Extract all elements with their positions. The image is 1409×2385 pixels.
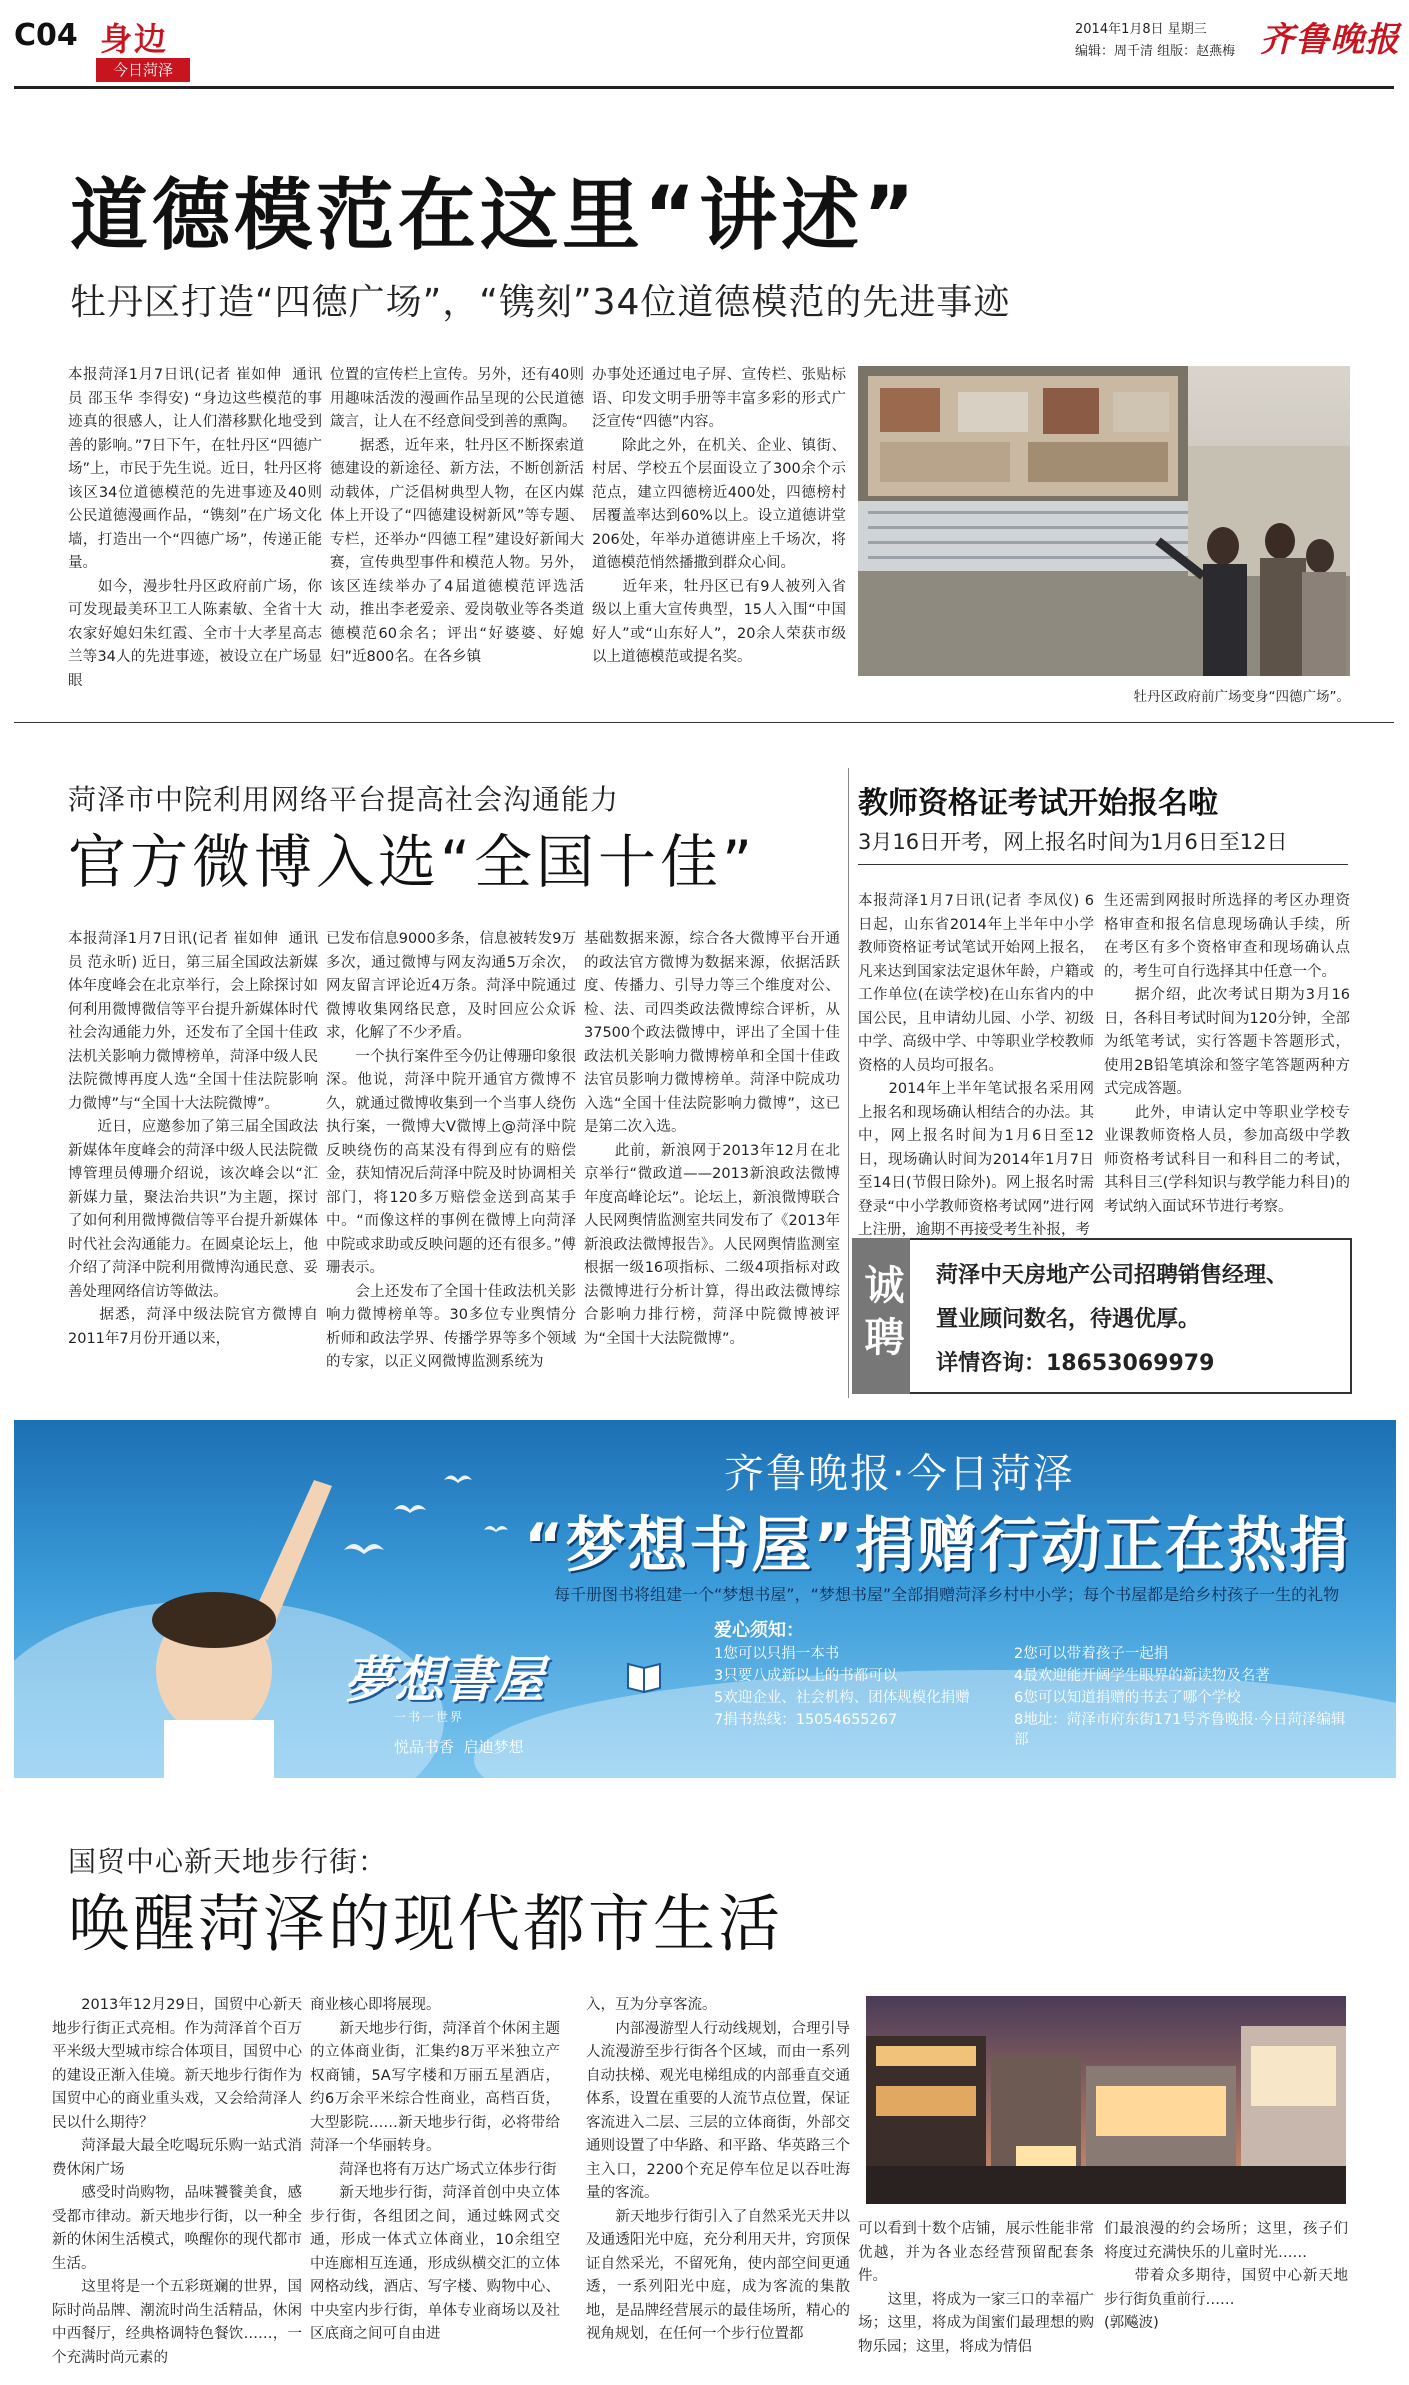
job-ad-line-2: 置业顾问数名，待遇优厚。 xyxy=(936,1307,1201,1332)
notice-item: 7捐书热线：15054655267 xyxy=(714,1712,898,1728)
story3-subtitle: 3月16日开考，网上报名时间为1月6日至12日 xyxy=(858,830,1288,854)
masthead-logo: 齐鲁晚报 xyxy=(1260,20,1400,60)
story4-column-3: 入，互为分享客流。 内部漫游型人行动线规划，合理引导人流漫游至步行街各个区域，而由一系列自动扶梯、观光电梯组成的内部垂直交通体系，设置在重要的人流节点位置，保证客流进入二层、三层的立体商街，外部交通则设置了中华路、和平路、华英路三个主入口，2200个充足停车位足以吞吐海量的客流。 新天地步行街引入了自然采光天井以及通透阳光中庭，充分利用天井，窍顶保证自然采光，不留死角，使内部空间更通透，一系列阳光中庭，成为客流的集散地，是品牌经营展示的最佳场所，精心的视角规划，在任何一个步行位置都 xyxy=(586,1997,850,2342)
divider-story1 xyxy=(14,722,1394,723)
story1-column-1: 本报菏泽1月7日讯(记者 崔如伸 通讯员 邵玉华 李得安) “身边这些模范的事迹真的很感人，让人们潜移默化地受到善的影响。”7日下午，在牡丹区“四德广场”上，市民于先生说。近日，牡丹区将该区34位道德模范的先进事迹及40则公民道德漫画作品，“镌刻”在广场文化墙，打造出一个“四德广场”，传递正能量。 如今，漫步牡丹区政府前广场，你可发现最美环卫工人陈素敏、全省十大农家好媳妇朱红霞、全市十大孝星高志兰等34人的先进事迹，被设立在广场显眼 xyxy=(68,367,323,689)
notice-item: 8地址：菏泽市府东街171号齐鲁晚报·今日菏泽编辑部 xyxy=(1014,1712,1346,1748)
story3-rule xyxy=(858,864,1348,865)
section-name: 身边 xyxy=(100,20,169,58)
page-code: C04 xyxy=(14,18,78,53)
notice-item: 4最欢迎能开阔学生眼界的新读物及名著 xyxy=(1014,1668,1270,1684)
job-ad-phone: 详情咨询：18653069979 xyxy=(936,1351,1215,1376)
page-header xyxy=(0,0,1409,88)
banner-title: “梦想书屋”捐赠行动正在热捐 xyxy=(524,1511,1351,1581)
banner-slogan: 悦品书香 启迪梦想 xyxy=(394,1738,524,1756)
story4-kicker: 国贸中心新天地步行街： xyxy=(68,1845,388,1878)
story3-column-1: 本报菏泽1月7日讯(记者 李凤仪) 6日起，山东省2014年上半年中小学教师资格证考试笔试开始网上报名，凡来达到国家法定退休年龄，户籍或工作单位(在读学校)在山东省内的中国公民，且申请幼儿园、小学、初级中学、高级中学、中等职业学校教师资格的人员均可报名。 2014年上半年笔试报名采用网上报名和现场确认相结合的办法。其中，网上报名时间为1月6日至12日，现场确认时间为2014年1月7日至14日(节假日除外)。网上报名时需登录“中小学教师资格考试网”进行网上注册，逾期不再接受考生补报，考 xyxy=(858,893,1094,1238)
story3-column-2: 生还需到网报时所选择的考区办理资格审查和报名信息现场确认手续，所在考区有多个资格审查和现场确认点的，考生可自行选择其中任意一个。 据介绍，此次考试日期为3月16日，各科目考试时间为120分钟，全部为纸笔考试，实行答题卡答题形式，使用2B铅笔填涂和签字笔答题两种方式完成答题。 此外，申请认定中等职业学校专业课教师资格人员，参加高级中学教师资格考试科目一和科目二的考试，其科目三(学科知识与教学能力科目)的考试纳入面试环节进行考察。 xyxy=(1104,893,1350,1215)
subsection-tag: 今日菏泽 xyxy=(96,58,190,82)
story1-column-3: 办事处还通过电子屏、宣传栏、张贴标语、印发文明手册等丰富多彩的形式广泛宣传“四德”内容。 除此之外，在机关、企业、镇街、村居、学校五个层面设立了300余个示范点，建立四德榜近400处，四德榜村居覆盖率达到60%以上。设立道德讲堂206处，年举办道德讲座上千场次，将道德模范悄然播撒到群众心间。 近年来，牡丹区已有9人被列入省级以上重大宣传典型，15人入围“中国好人”或“山东好人”，20余人荣获市级以上道德模范或提名奖。 xyxy=(592,367,846,665)
story4-column-2: 商业核心即将展现。 新天地步行街，菏泽首个休闲主题的立体商业街，汇集约8万平米独立产权商铺，5A写字楼和万丽五星酒店，约6万余平米综合性商业，高档百货，大型影院……新天地步行街，必将带给菏泽一个华丽转身。 菏泽也将有万达广场式立体步行街 新天地步行街，菏泽首创中央立体步行街，各组团之间，通过蛛网式交通，形成一体式立体商业，10余组空中连廊相互连通，形成纵横交汇的立体网格动线，酒店、写字楼、购物中心、中央室内步行街，单体专业商场以及社区底商之间可自由进 xyxy=(310,1997,560,2342)
notice-item: 2您可以带着孩子一起捐 xyxy=(1014,1646,1169,1662)
date-line: 2014年1月8日 星期三 xyxy=(1075,22,1207,37)
story1-column-2: 位置的宣传栏上宣传。另外，还有40则用趣味活泼的漫画作品呈现的公民道德箴言，让人在不经意间受到善的熏陶。 据悉，近年来，牡丹区不断探索道德建设的新途径、新方法，不断创新活动载体，广泛倡树典型人物，在区内媒体上开设了“四德建设树新风”等专题、专栏，还举办“四德工程”建设好新闻大赛，宣传典型事件和模范人物。另外，该区连续举办了4届道德模范评选活动，推出李老爱亲、爱岗敬业等各类道德模范60余名；评出“好婆婆、好媳妇”近800名。在各乡镇 xyxy=(330,367,584,665)
story2-kicker: 菏泽市中院利用网络平台提高社会沟通能力 xyxy=(68,783,620,816)
notice-item: 3只要八成新以上的书都可以 xyxy=(714,1668,898,1684)
notice-item: 6您可以知道捐赠的书去了哪个学校 xyxy=(1014,1690,1241,1706)
story2-column-3: 基础数据来源，综合各大微博平台开通的政法官方微博为数据来源，依据活跃度、传播力、引导力等三个维度对公、检、法、司四类政法微博综合评析，从37500个政法微博中，评出了全国十佳政法机关影响力微博榜单和全国十佳政法官员影响力微博榜单。菏泽中院成功入选“全国十佳法院影响力微博”，这已是第二次入选。 此前，新浪网于2013年12月在北京举行“微政道——2013新浪政法微博年度高峰论坛”。论坛上，新浪微博联合人民网舆情监测室共同发布了《2013年新浪政法微博报告》。人民网舆情监测室根据一级16项指标、二级4项指标对政法微博进行分析计算，得出政法微博综合影响力排行榜，菏泽中院微博被评为“全国十大法院微博”。 xyxy=(584,931,840,1347)
book-icon xyxy=(624,1656,664,1696)
job-ad-box xyxy=(852,1238,1352,1394)
story1-photo xyxy=(858,366,1350,676)
story4-photo xyxy=(866,1996,1346,2204)
notice-title: 爱心须知： xyxy=(714,1620,804,1641)
dream-library-banner xyxy=(14,1420,1396,1778)
story1-title: 道德模范在这里“讲述” xyxy=(70,171,919,261)
story2-column-2: 已发布信息9000多条，信息被转发9万多次，通过微博与网友沟通5万余次，网友留言评论近4万条。菏泽中院通过微博收集网络民意，及时回应公众诉求，化解了不少矛盾。 一个执行案件至今仍让傅珊印象很深。他说，菏泽中院开通官方微博不久，就通过微博收集到一个当事人绕伤执行案，一微博大V微博上@菏泽中院反映绕伤的高某没有得到应有的赔偿金，获知情况后菏泽中院及时协调相关部门，将120多万赔偿金送到高某手中。“而像这样的事例在微博上向菏泽中院或求助或反映问题的还有很多。”傅珊表示。 会上还发布了全国十佳政法机关影响力微博榜单等。30多位专业舆情分析师和政法学界、传播学界等多个领域的专家，以正义网微博监测系统为 xyxy=(326,931,576,1370)
job-ad-badge: 诚聘 xyxy=(852,1238,910,1394)
square-photo-illustration xyxy=(858,366,1350,676)
banner-top-label: 齐鲁晚报·今日菏泽 xyxy=(724,1451,1075,1497)
banner-description: 每千册图书将组建一个“梦想书屋”，“梦想书屋”全部捐赠菏泽乡村中小学；每个书屋都是给乡村孩子一生的礼物 xyxy=(554,1585,1340,1604)
logo-subtitle: 一书一世界 xyxy=(394,1710,465,1724)
editor-line: 编辑：周千清 组版：赵燕梅 xyxy=(1075,44,1236,59)
story1-subtitle: 牡丹区打造“四德广场”，“镌刻”34位道德模范的先进事迹 xyxy=(70,282,1011,323)
story4-column-5: 们最浪漫的约会场所；这里，孩子们将度过充满快乐的儿童时光…… 带着众多期待，国贸中心新天地步行街负重前行…… (郭飚波) xyxy=(1104,2221,1348,2331)
story2-column-1: 本报菏泽1月7日讯(记者 崔如伸 通讯员 范永昕) 近日，第三届全国政法新媒体年度峰会在北京举行，会上除探讨如何利用微博微信等平台提升新媒体时代社会沟通能力外，还发布了全国十佳政法机关影响力微博榜单，菏泽中级人民法院微博再度人选“全国十佳法院影响力微博”与“全国十大法院微博”。 近日，应邀参加了第三届全国政法新媒体年度峰会的菏泽中级人民法院微博管理员傅珊介绍说，该次峰会以“汇新媒力量，聚法治共识”为主题，探讨了如何利用微博微信等平台提升新媒体时代社会沟通能力。在圆桌论坛上，他介绍了菏泽中院利用微博沟通民意、妥善处理网络信访等做法。 据悉，菏泽中级法院官方微博自2011年7月份开通以来， xyxy=(68,931,318,1347)
notice-item: 1您可以只捐一本书 xyxy=(714,1646,840,1662)
shopping-street-rendering xyxy=(866,1996,1346,2204)
column-divider xyxy=(848,768,849,1398)
story1-photo-caption: 牡丹区政府前广场变身“四德广场”。 xyxy=(1133,689,1350,705)
story4-column-4: 可以看到十数个店铺，展示性能非常优越，并为各业态经营预留配套条件。 这里，将成为一家三口的幸福广场；这里，将成为闺蜜们最理想的购物乐园；这里，将成为情侣 xyxy=(858,2221,1094,2355)
job-ad-line-1: 菏泽中天房地产公司招聘销售经理、 xyxy=(936,1263,1289,1288)
story4-title: 唤醒菏泽的现代都市生活 xyxy=(68,1887,784,1960)
notice-item: 5欢迎企业、社会机构、团体规模化捐赠 xyxy=(714,1690,970,1706)
notice-list xyxy=(714,1644,1354,1750)
story4-column-1: 2013年12月29日，国贸中心新天地步行街正式亮相。作为菏泽首个百万平米级大型城市综合体项目，国贸中心的建设正渐入佳境。新天地步行街作为国贸中心的商业重头戏，又会给菏泽人民以什么期待？ 菏泽最大最全吃喝玩乐购一站式消费休闲广场 感受时尚购物，品味饕餮美食，感受都市律动。新天地步行街，以一种全新的休闲生活模式，唤醒你的现代都市生活。 这里将是一个五彩斑斓的世界，国际时尚品牌、潮流时尚生活精品，休闲中西餐厅，经典格调特色餐饮……，一个充满时尚元素的 xyxy=(52,1997,302,2366)
story2-title: 官方微博入选“全国十佳” xyxy=(68,828,757,896)
story3-title: 教师资格证考试开始报名啦 xyxy=(858,786,1218,821)
dream-library-logo: 夢想書屋 xyxy=(344,1650,544,1709)
header-rule xyxy=(14,86,1394,89)
